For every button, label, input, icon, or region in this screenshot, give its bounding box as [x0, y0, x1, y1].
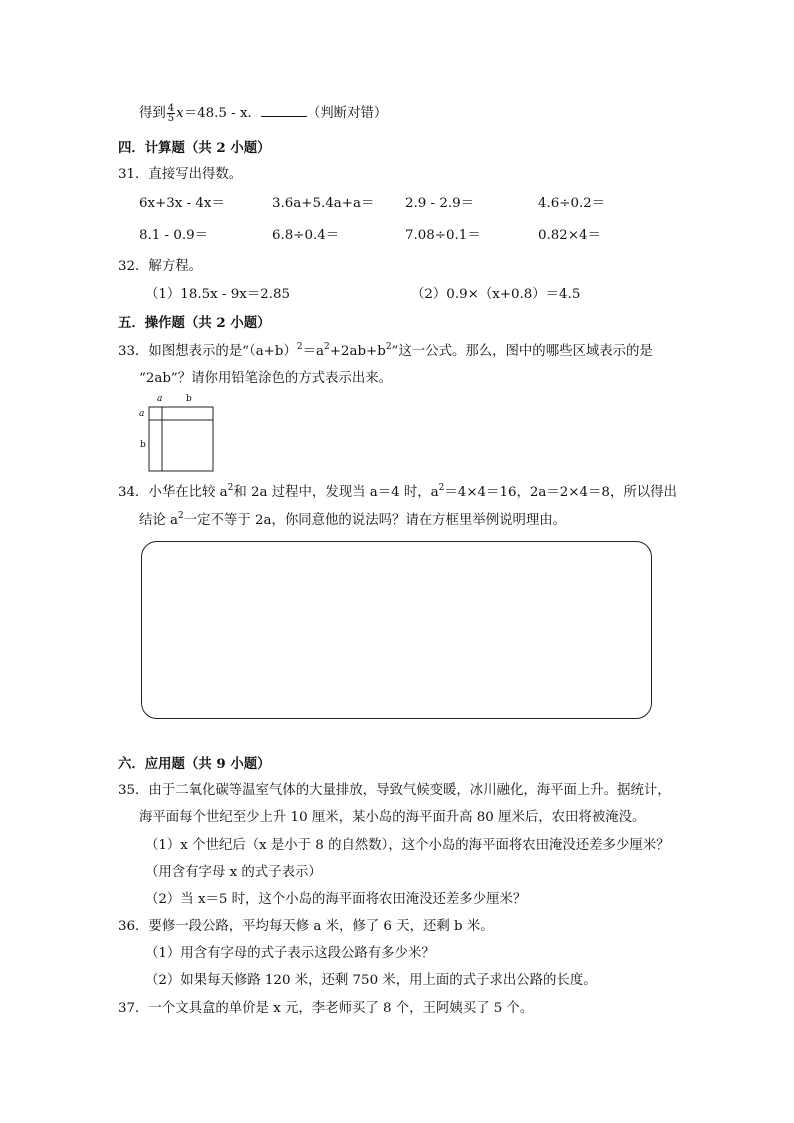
question-34-line1: [118, 484, 677, 502]
calc-item: 0.82×4＝: [538, 228, 601, 243]
q33-text: 33．如图想表示的是“（a+b）: [118, 344, 297, 359]
fraction-numerator: 4: [167, 103, 175, 114]
question-36-line3: （2）如果每天修路 120 米，还剩 750 米，用上面的式子求出公路的长度。: [145, 973, 597, 988]
question-37-line1: 37．一个文具盒的单价是 x 元，李老师买了 8 个，王阿姨买了 5 个。: [118, 1001, 534, 1016]
section-4-title: 四．计算题（共 2 小题）: [118, 140, 271, 156]
question-35-line3: （1）x 个世纪后（x 是小于 8 的自然数），这个小岛的海平面将农田淹没还差多少厘米？: [145, 838, 670, 853]
question-31: 31．直接写出得数。: [118, 167, 243, 182]
question-36-line2: （1）用含有字母的式子表示这段公路有多少米？: [145, 946, 435, 961]
q33-exponent: 2: [385, 342, 392, 352]
question-35-line2: 海平面每个世纪至少上升 10 厘米，某小岛的海平面升高 80 厘米后，农田将被淹没。: [139, 810, 646, 825]
q34-exponent: 2: [438, 483, 445, 493]
q33-exponent: 2: [323, 342, 330, 352]
question-35-line5: （2）当 x＝5 时，这个小岛的海平面将农田淹没还差多少厘米？: [145, 892, 527, 907]
label-b-left: b: [140, 440, 146, 450]
calc-item: 3.6a+5.4a+a＝: [272, 196, 375, 211]
q34-text: ＝4×4＝16，2a＝2×4＝8，所以得出: [444, 485, 677, 500]
q33-text: ＝a: [302, 344, 324, 359]
calc-item: 6x+3x - 4x＝: [139, 196, 225, 211]
question-35-line1: 35．由于二氧化碳等温室气体的大量排放，导致气候变暖，冰川融化，海平面上升。据统计，: [118, 783, 671, 798]
q34-text: 一定不等于 2a，你同意他的说法吗？请在方框里举例说明理由。: [183, 513, 567, 528]
top-equation: ＝48.5 - x．: [183, 106, 261, 121]
top-prefix: 得到: [139, 106, 166, 121]
top-variable: x: [176, 106, 184, 121]
fraction: [167, 104, 175, 123]
section-5-title: 五．操作题（共 2 小题）: [118, 315, 271, 331]
calc-item: 2.9 - 2.9＝: [405, 196, 475, 211]
calc-item: 6.8÷0.4＝: [272, 228, 340, 243]
q33-exponent: 2: [296, 342, 303, 352]
square-diagram[interactable]: [134, 393, 224, 475]
question-35-line4: （用含有字母 x 的式子表示）: [145, 865, 322, 880]
q33-text: ”这一公式。那么，图中的哪些区域表示的是: [391, 344, 653, 359]
question-36-line1: 36．要修一段公路，平均每天修 a 米，修了 6 天，还剩 b 米。: [118, 919, 494, 934]
q34-text: 和 2a 过程中，发现当 a＝4 时，a: [233, 485, 439, 500]
q34-text: 34．小华在比较 a: [118, 485, 228, 500]
answer-blank[interactable]: [261, 104, 307, 117]
question-32: 32．解方程。: [118, 259, 202, 274]
label-a-top: a: [157, 394, 163, 404]
q33-text: +2ab+b: [329, 344, 386, 359]
label-b-top: b: [186, 394, 192, 404]
answer-box[interactable]: [141, 541, 652, 719]
q34-exponent: 2: [227, 483, 234, 493]
fraction-denominator: 5: [167, 113, 175, 124]
section-6-title: 六．应用题（共 9 小题）: [118, 756, 271, 772]
top-question-line: [139, 104, 387, 123]
calc-item: 4.6÷0.2＝: [538, 196, 606, 211]
question-33-line1: [118, 343, 653, 361]
calc-item: 7.08÷0.1＝: [405, 228, 481, 243]
equation-1: （1）18.5x - 9x＝2.85: [145, 287, 290, 302]
equation-2: （2）0.9×（x+0.8）＝4.5: [411, 287, 581, 302]
q34-exponent: 2: [178, 511, 184, 521]
label-a-left: a: [139, 409, 145, 419]
question-33-line2: “2ab”？请你用铅笔涂色的方式表示出来。: [139, 371, 393, 386]
outer-square: [149, 407, 213, 471]
q34-text: 结论 a: [139, 513, 179, 528]
calc-item: 8.1 - 0.9＝: [139, 228, 209, 243]
top-judge-hint: （判断对错）: [306, 106, 388, 121]
question-34-line2: [139, 512, 566, 530]
